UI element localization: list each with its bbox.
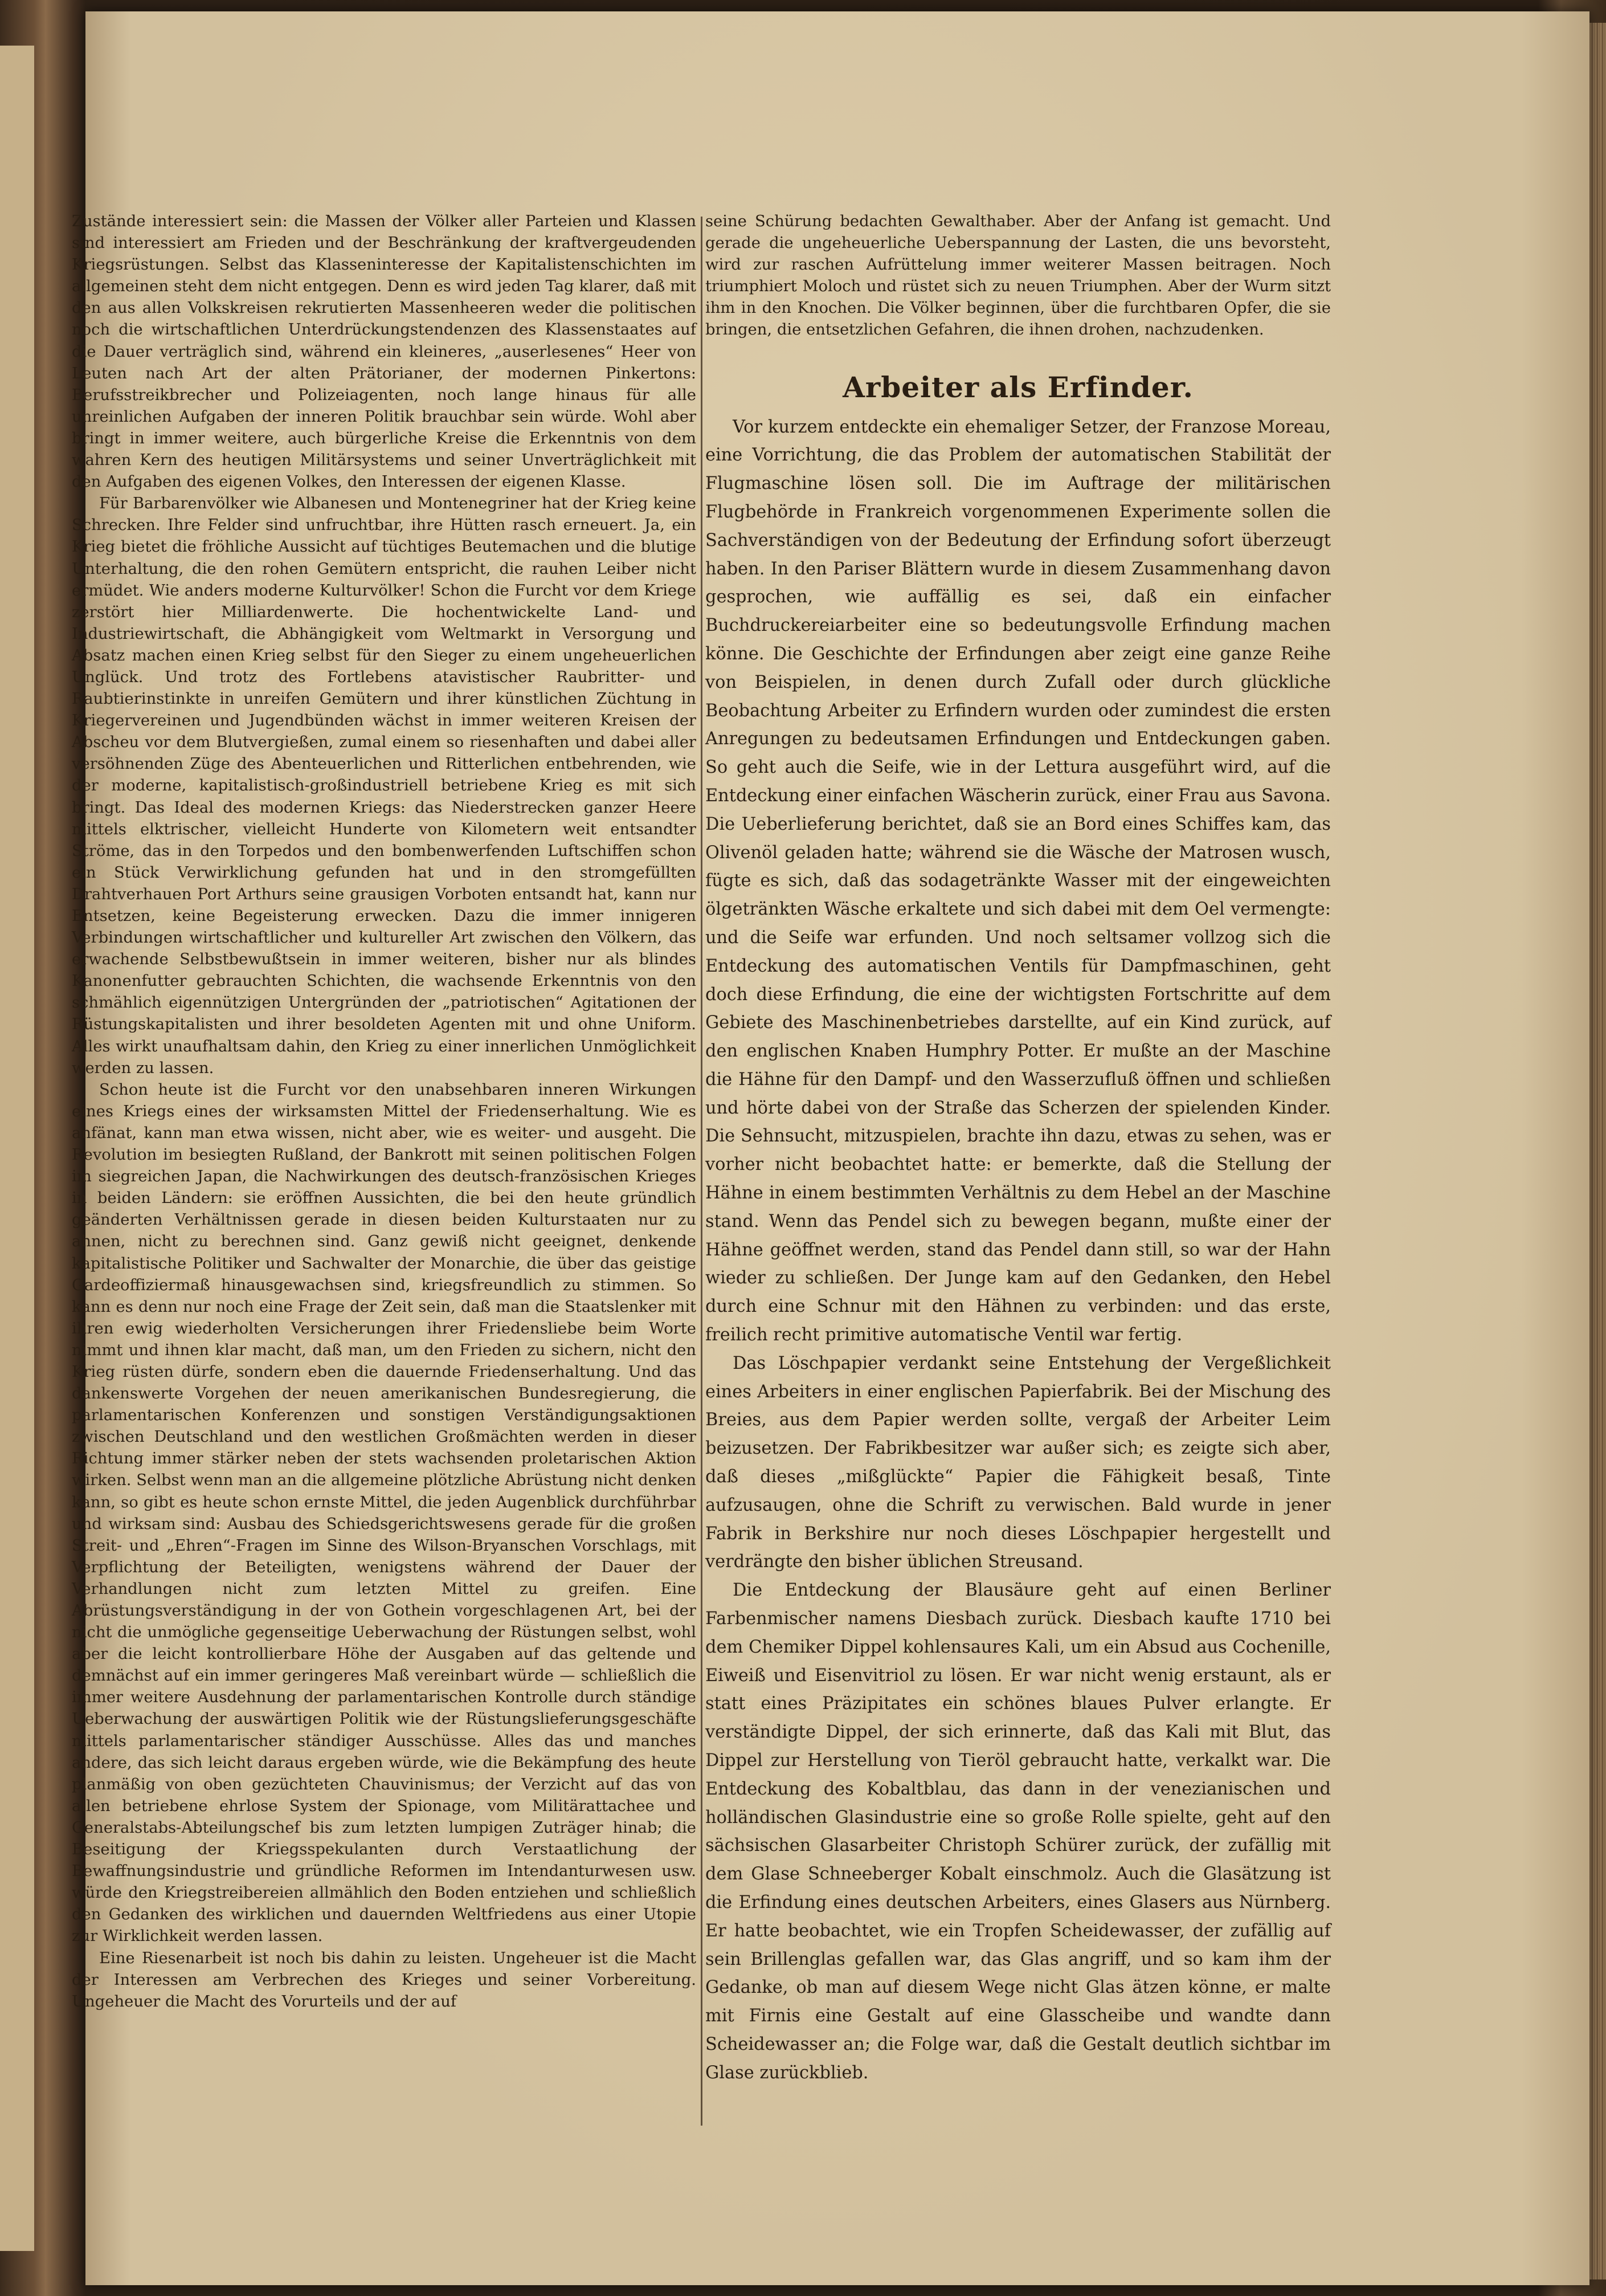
right-intro-paragraph: seine Schürung bedachten Gewalthaber. Aber der Anfang ist gemacht. Und gerade die ungeheuerliche Ueberspannung der Lasten, die uns bevorsteht, wird zur raschen Aufrüttelung immer weiterer Massen beitragen. Noch triumphiert Moloch und rüstet sich zu neuen Triumphen. Aber der Wurm sitzt ihm in den Knochen. Die Völker beginnen, über die furchtbaren Opfer, die sie bringen, die entsetzlichen Gefahren, die ihnen drohen, nachzudenken. <box>705 213 1331 339</box>
left-column <box>72 211 696 2013</box>
article-paragraph-3: Die Entdeckung der Blausäure geht auf einen Berliner Farbenmischer namens Diesbach zurück. Diesbach kaufte 1710 bei dem Chemiker Dippel kohlensaures Kali, um ein Absud aus Cochenille, Eiweiß und Eisenvitriol zu lösen. Er war nicht wenig erstaunt, als er statt eines Präzipitates ein schönes blaues Pulver erlangte. Er verständigte Dippel, der sich erinnerte, daß das Kali mit Blut, das Dippel zur Herstellung von Tieröl gebraucht hatte, verkalkt war. Die Entdeckung des Kobaltblau, das dann in der venezianischen und holländischen Glasindustrie eine so große Rolle spielte, geht auf den sächsischen Glasarbeiter Christoph Schürer zurück, der zufällig mit dem Glase Schneeberger Kobalt einschmolz. Auch die Glasätzung ist die Erfindung eines deutschen Arbeiters, eines Glasers aus Nürnberg. Er hatte beobachtet, wie ein Tropfen Scheidewasser, der zufällig auf sein Brillenglas gefallen war, das Glas angriff, und so kam ihm der Gedanke, ob man auf diesem Wege nicht Glas ätzen könne, er malte mit Firnis eine Gestalt auf eine Glasscheibe und wandte dann Scheidewasser an; die Folge war, daß die Gestalt deutlich sichtbar im Glase zurückblieb. <box>705 1580 1331 2083</box>
left-paragraph-1: Zustände interessiert sein: die Massen der Völker aller Parteien und Klassen sind interessiert am Frieden und der Beschränkung der kraftvergeudenden Kriegsrüstungen. Selbst das Klasseninteresse der Kapitalistenschichten im allgemeinen steht dem nicht entgegen. Denn es wird jeden Tag klarer, daß mit den aus allen Volkskreisen rekrutierten Massenheeren weder die politischen noch die wirtschaftlichen Unterdrückungstendenzen des Klassenstaates auf die Dauer verträglich sind, während ein kleineres, „auserlesenes“ Heer von Leuten nach Art der alten Prätorianer, der modernen Pinkertons: Berufsstreikbrecher und Polizeiagenten, noch lange hinaus für alle unreinlichen Aufgaben der inneren Politik brauchbar sein würde. Wohl aber bringt in immer weitere, auch bürgerliche Kreise die Erkenntnis von dem wahren Kern des heutigen Militärsystems und seiner Unverträglichkeit mit den Aufgaben des eigenen Volkes, den Interessen der eigenen Klasse. <box>72 213 696 491</box>
article-title: Arbeiter als Erfinder. <box>843 370 1194 404</box>
left-paragraph-4: Eine Riesenarbeit ist noch bis dahin zu leisten. Ungeheuer ist die Macht der Interessen am Verbrechen des Krieges und seiner Vorbereitung. Ungeheuer die Macht des Vorurteils und der auf <box>72 1949 696 2010</box>
column-divider <box>701 217 702 2126</box>
article-paragraph-1: Vor kurzem entdeckte ein ehemaliger Setzer, der Franzose Moreau, eine Vorrichtung, die das Problem der automatischen Stabilität der Flugmaschine lösen soll. Die im Auftrage der militärischen Flugbehörde in Frankreich vorgenommenen Experimente sollen die Sachverständigen von der Bedeutung der Erfindung sofort überzeugt haben. In den Pariser Blättern wurde in diesem Zusammenhang davon gesprochen, wie auffällig es sei, daß ein einfacher Buchdruckereiarbeiter eine so bedeutungsvolle Erfindung machen könne. Die Geschichte der Erfindungen aber zeigt eine ganze Reihe von Beispielen, in denen durch Zufall oder durch glückliche Beobachtung Arbeiter zu Erfindern wurden oder zumindest die ersten Anregungen zu bedeutsamen Erfindungen und Entdeckungen gaben. So geht auch die Seife, wie in der Lettura ausgeführt wird, auf die Entdeckung einer einfachen Wäscherin zurück, einer Frau aus Savona. Die Ueberlieferung berichtet, daß sie an Bord eines Schiffes kam, das Olivenöl geladen hatte; während sie die Wäsche der Matrosen wusch, fügte es sich, daß das sodagetränkte Wasser mit der eingeweichten ölgetränkten Wäsche erkaltete und sich dabei mit dem Oel vermengte: und die Seife war erfunden. Und noch seltsamer vollzog sich die Entdeckung des automatischen Ventils für Dampfmaschinen, geht doch diese Erfindung, die eine der wichtigsten Fortschritte auf dem Gebiete des Maschinenbetriebes darstellte, auf ein Kind zurück, auf den englischen Knaben Humphry Potter. Er mußte an der Maschine die Hähne für den Dampf- und den Wasserzufluß öffnen und schließen und hörte dabei von der Straße das Scherzen der spielenden Kinder. Die Sehnsucht, mitzuspielen, brachte ihn dazu, etwas zu sehen, was er vorher nicht beobachtet hatte: er bemerkte, daß die Stellung der Hähne in einem bestimmten Verhältnis zu dem Hebel an der Maschine stand. Wenn das Pendel sich zu bewegen begann, mußte einer der Hähne geöffnet werden, stand das Pendel dann still, so war der Hahn wieder zu schließen. Der Junge kam auf den Gedanken, den Hebel durch eine Schnur mit den Hähnen zu verbinden: und das erste, freilich recht primitive automatische Ventil war fertig. <box>705 417 1331 1345</box>
right-column <box>705 211 1331 2087</box>
left-paragraph-3: Schon heute ist die Furcht vor den unabsehbaren inneren Wirkungen eines Kriegs eines der wirksamsten Mittel der Friedenserhaltung. Wie es anfänat, kann man etwa wissen, nicht aber, wie es weiter- und ausgeht. Die Revolution im besiegten Rußland, der Bankrott mit seinen politischen Folgen im siegreichen Japan, die Nachwirkungen des deutsch-französischen Krieges in beiden Ländern: sie eröffnen Aussichten, die bei den heute gründlich geänderten Verhältnissen gerade in diesen beiden Kulturstaaten nur zu ahnen, nicht zu berechnen sind. Ganz gewiß nicht geeignet, denkende kapitalistische Politiker und Sachwalter der Monarchie, die über das geistige Gardeoffiziermaß hinausgewachsen sind, kriegsfreundlich zu stimmen. So kann es denn nur noch eine Frage der Zeit sein, daß man die Staatslenker mit ihren ewig wiederholten Versicherungen ihrer Friedensliebe beim Worte nimmt und ihnen klar macht, daß man, um den Frieden zu sichern, nicht den Krieg rüsten dürfe, sondern eben die dauernde Friedenserhaltung. Und das dankenswerte Vorgehen der neuen amerikanischen Bundesregierung, die parlamentarischen Konferenzen und sonstigen Verständigungsaktionen zwischen Deutschland und den westlichen Großmächten werden in dieser Richtung immer stärker neben der stets wachsenden proletarischen Aktion wirken. Selbst wenn man an die allgemeine plötzliche Abrüstung nicht denken kann, so gibt es heute schon ernste Mittel, die jeden Augenblick durchführbar und wirksam sind: Ausbau des Schiedsgerichtswesens gerade für die großen Streit- und „Ehren“-Fragen im Sinne des Wilson-Bryanschen Vorschlags, mit Verpflichtung der Beteiligten, wenigstens während der Dauer der Verhandlungen nicht zum letzten Mittel zu greifen. Eine Abrüstungsverständigung in der von Gothein vorgeschlagenen Art, bei der nicht die unmögliche gegenseitige Ueberwachung der Rüstungen selbst, wohl aber die leicht kontrollierbare Höhe der Ausgaben auf das geltende und demnächst auf ein immer geringeres Maß vereinbart würde — schließlich die immer weitere Ausdehnung der parlamentarischen Kontrolle durch ständige Ueberwachung der auswärtigen Politik wie der Rüstungslieferungsgeschäfte mittels parlamentarischer ständiger Ausschüsse. Alles das und manches andere, das sich leicht daraus ergeben würde, wie die Bekämpfung des heute planmäßig von oben gezüchteten Chauvinismus; der Verzicht auf das von allen betriebene ehrlose System der Spionage, vom Militärattachee und Generalstabs-Abteilungschef bis zum letzten lumpigen Zuträger hinab; die Beseitigung der Kriegsspekulanten durch Verstaatlichung der Bewaffnungsindustrie und gründliche Reformen im Intendanturwesen usw. würde den Kriegstreibereien allmählich den Boden entziehen und schließlich den Gedanken des wirklichen und dauernden Weltfriedens aus einer Utopie zur Wirklichkeit werden lassen. <box>72 1080 696 1946</box>
previous-page-edge <box>0 46 34 2251</box>
left-paragraph-2: Für Barbarenvölker wie Albanesen und Montenegriner hat der Krieg keine Schrecken. Ihre Felder sind unfruchtbar, ihre Hütten rasch erneuert. Ja, ein Krieg bietet die fröhliche Aussicht auf tüchtiges Beutemachen und die blutige Unterhaltung, die den rohen Gemütern entspricht, die rauhen Leiber nicht ermüdet. Wie anders moderne Kulturvölker! Schon die Furcht vor dem Kriege zerstört hier Milliardenwerte. Die hochentwickelte Land- und Industriewirtschaft, die Abhängigkeit vom Weltmarkt in Versorgung und Absatz machen einen Krieg selbst für den Sieger zu einem ungeheuerlichen Unglück. Und trotz des Fortlebens atavistischer Raubritter- und Raubtierinstinkte in unreifen Gemütern und ihrer künstlichen Züchtung in Kriegervereinen und Jugendbünden wächst in immer weiteren Kreisen der Abscheu vor dem Blutvergießen, zumal einem so riesenhaften und dabei aller versöhnenden Züge des Abenteuerlichen und Ritterlichen entbehrenden, wie der moderne, kapitalistisch-großindustriell betriebene Krieg es mit sich bringt. Das Ideal des modernen Kriegs: das Niederstrecken ganzer Heere mittels elktrischer, vielleicht Hunderte von Kilometern weit entsandter Ströme, das in den Torpedos und den bombenwerfenden Luftschiffen schon ein Stück Verwirklichung gefunden hat und in den stromgefüllten Drahtverhauen Port Arthurs seine grausigen Vorboten entsandt hat, kann nur Entsetzen, keine Begeisterung erwecken. Dazu die immer innigeren Verbindungen wirtschaftlicher und kultureller Art zwischen den Völkern, das erwachende Selbstbewußtsein in immer weiteren, bisher nur als blindes Kanonenfutter gebrauchten Schichten, die wachsende Erkenntnis von den schmählich eigennützigen Untergründen der „patriotischen“ Agitationen der Rüstungskapitalisten und ihrer besoldeten Agenten mit und ohne Uniform. Alles wirkt unaufhaltsam dahin, den Krieg zu einer innerlichen Unmöglichkeit werden zu lassen. <box>72 495 696 1077</box>
article-paragraph-2: Das Löschpapier verdankt seine Entstehung der Vergeßlichkeit eines Arbeiters in einer englischen Papierfabrik. Bei der Mischung des Breies, aus dem Papier werden sollte, vergaß der Arbeiter Leim beizusetzen. Der Fabrikbesitzer war außer sich; es zeigte sich aber, daß dieses „mißglückte“ Papier die Fähigkeit besaß, Tinte aufzusaugen, ohne die Schrift zu verwischen. Bald wurde in jener Fabrik in Berkshire nur noch dieses Löschpapier hergestellt und verdrängte den bisher üblichen Streusand. <box>705 1353 1331 1572</box>
